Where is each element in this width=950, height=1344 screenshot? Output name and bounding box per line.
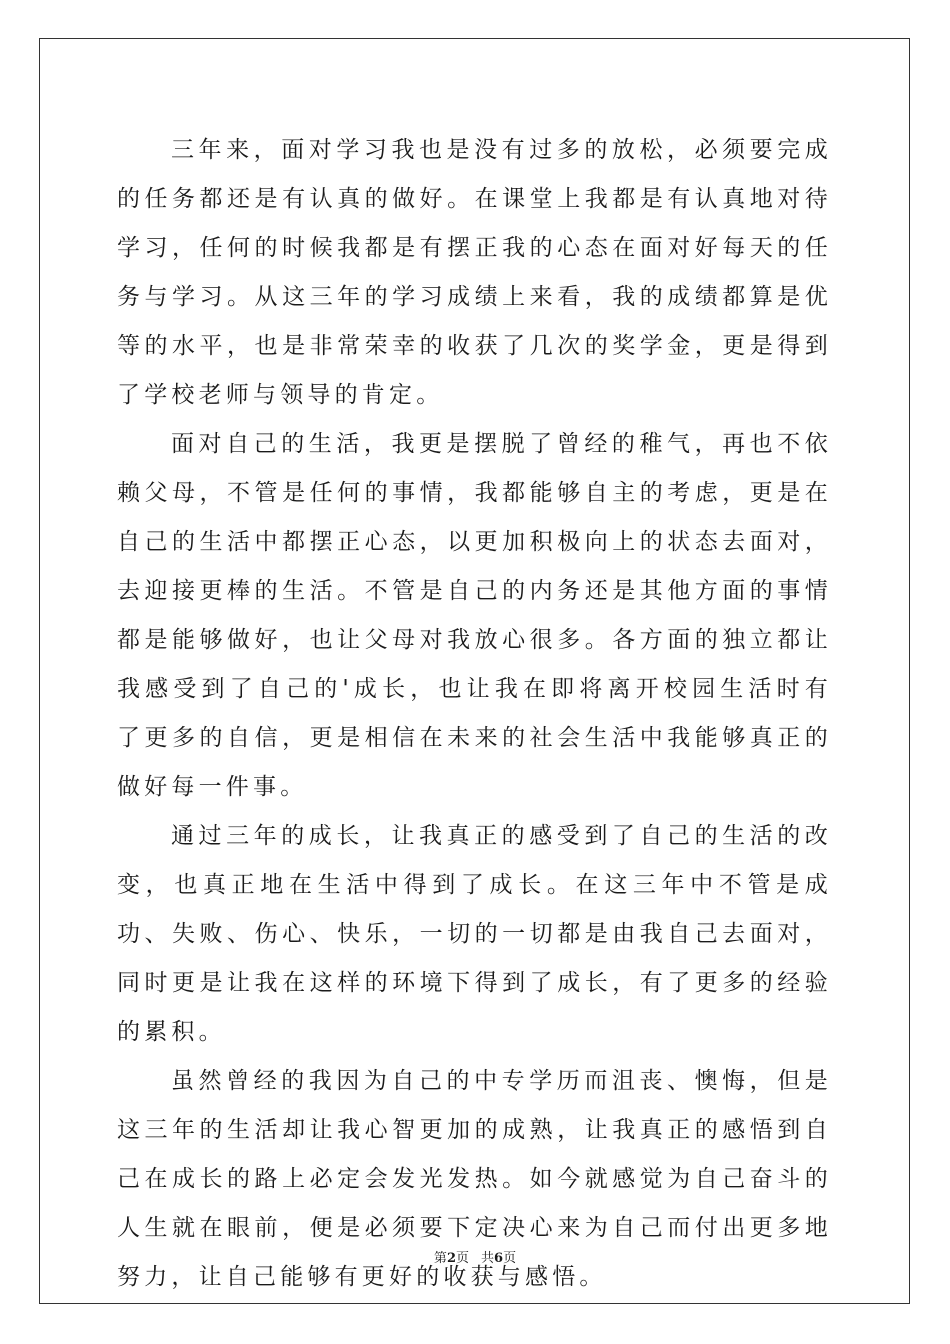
paragraph-3: 通过三年的成长，让我真正的感受到了自己的生活的改变，也真正地在生活中得到了成长。在这三年中不管是成功、失败、伤心、快乐，一切的一切都是由我自己去面对，同时更是让我在这样的环境下得到了成长，有了更多的经验的累积。: [117, 823, 832, 1045]
page-prefix: 第: [433, 1251, 447, 1266]
paragraph-4: 虽然曾经的我因为自己的中专学历而沮丧、懊悔，但是这三年的生活却让我心智更加的成熟，让我真正的感悟到自己在成长的路上必定会发光发热。如今就感觉为自己奋斗的人生就在眼前，便是必须要下定决心来为自己而付出更多地努力，让自己能够有更好的收获与感悟。: [117, 1068, 832, 1290]
total-pages: 6: [494, 1251, 504, 1266]
page-footer: [0, 1247, 950, 1266]
paragraph-1: 三年来，面对学习我也是没有过多的放松，必须要完成的任务都还是有认真的做好。在课堂上我都是有认真地对待学习，任何的时候我都是有摆正我的心态在面对好每天的任务与学习。从这三年的学习成绩上来看，我的成绩都算是优等的水平，也是非常荣幸的收获了几次的奖学金，更是得到了学校老师与领导的肯定。: [117, 137, 832, 408]
total-prefix: 共: [481, 1251, 495, 1266]
paragraph-2: 面对自己的生活，我更是摆脱了曾经的稚气，再也不依赖父母，不管是任何的事情，我都能够自主的考虑，更是在自己的生活中都摆正心态，以更加积极向上的状态去面对，去迎接更棒的生活。不管是自己的内务还是其他方面的事情都是能够做好，也让父母对我放心很多。各方面的独立都让我感受到了自己的'成长，也让我在即将离开校园生活时有了更多的自信，更是相信在未来的社会生活中我能够真正的做好每一件事。: [117, 431, 832, 800]
page-number: 2: [446, 1251, 456, 1266]
total-suffix: 页: [503, 1251, 517, 1266]
document-body: [117, 126, 832, 1302]
page-suffix: 页: [455, 1251, 469, 1266]
